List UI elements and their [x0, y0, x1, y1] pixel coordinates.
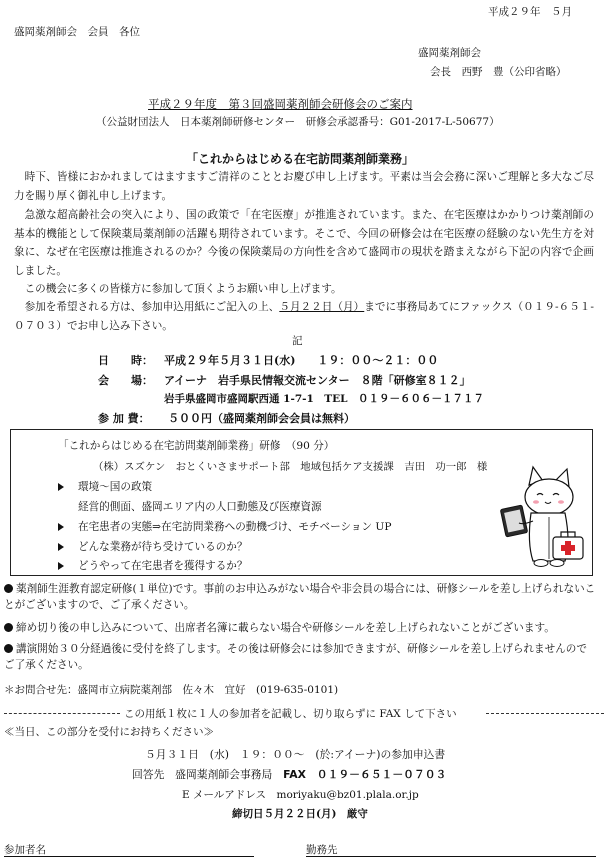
form-reply-line: [132, 767, 446, 782]
sender-org: 盛岡薬剤師会: [418, 47, 481, 59]
program-item-2: 経営的側面、盛岡エリア内の人口動態及び医療資源: [78, 501, 322, 513]
approval-number: （公益財団法人 日本薬剤師研修センター 研修会承認番号：G01-2017-L-50677）: [96, 116, 500, 128]
reply-label: 回答先 盛岡薬剤師会事務局: [132, 768, 273, 781]
program-title: 「これからはじめる在宅訪問薬剤師業務」研修 （90 分）: [58, 440, 335, 452]
sender-person: 会長 西野 豊（公印省略）: [430, 66, 567, 78]
venue-value: アイーナ 岩手県民情報交流センター ８階「研修室８１２」: [164, 374, 471, 387]
greeting-paragraph: 時下、皆様におかれましてはますますご清祥のこととお慶び申し上げます。平素は当会会務に深いご理解と多大なご尽力を賜り厚く御礼申し上げます。: [14, 171, 594, 202]
application-deadline: ５月２２日（月）: [279, 301, 365, 313]
participant-name-label: 参加者名: [4, 844, 46, 856]
date-value: 平成２９年５月３１日(水) １９：００～２１：００: [164, 354, 439, 367]
note-late-application: 締め切り後の申し込みについて、出席者名簿に載らない場合や研修シールを差し上げられないことがございます。: [4, 620, 596, 636]
invitation-paragraph: この機会に多くの皆様方に参加して頂くようお願い申し上げます。: [24, 283, 342, 295]
note-reception: 講演開始３０分経過後に受付を終了します。その後は研修会には参加できますが、研修シールを差し上げられませんのでご了承ください。: [4, 643, 587, 671]
venue-address: 岩手県盛岡市盛岡駅西通 1-7-1 TEL ０１９－６０６－１７１７: [164, 393, 484, 405]
dashed-line-left: [4, 713, 120, 714]
participant-name-field[interactable]: [4, 856, 254, 857]
form-email-line: [182, 787, 419, 802]
seminar-theme: 「これからはじめる在宅訪問薬剤師業務」: [186, 152, 415, 166]
email-address: moriyaku@bz01.plala.or.jp: [276, 789, 419, 801]
bullet-dot-icon: [4, 644, 13, 653]
program-item-5: どうやって在宅患者を獲得するか？: [58, 558, 248, 573]
program-item-4: どんな業務が待ち受けているのか？: [58, 539, 248, 554]
program-speaker: （株）スズケン おとくいさまサポート部 地域包括ケア支援課 吉田 功一郎 様: [93, 461, 488, 473]
triangle-bullet-icon: [58, 543, 64, 551]
addressee: 盛岡薬剤師会 会員 各位: [14, 26, 140, 38]
form-notice: ≪当日、この部分を受付にお持ちください≫: [4, 726, 214, 738]
cut-line-text: この用紙１枚に１人の参加者を記載し、切り取らずに FAX して下さい: [124, 708, 457, 720]
page-title: 平成２９年度 第３回盛岡薬剤師会研修会のご案内: [148, 97, 413, 111]
triangle-bullet-icon: [58, 562, 64, 570]
fee-label: 参 加 費：: [98, 412, 150, 425]
workplace-field[interactable]: [306, 856, 596, 857]
venue-label: 会 場：: [98, 374, 153, 387]
application-text-b: までに事務局あてにファックス（０１９-６５１-０７０３）でお申し込み下さい。: [14, 301, 595, 332]
cut-line: [4, 706, 606, 722]
purpose-paragraph: 急激な超高齢社会の突入により、国の政策で「在宅医療」が推進されています。また、在宅医療はかかりつけ薬剤師の基本的機能として保険薬局薬剤師の活躍も期待されています。そこで、今回の研修会は在宅医療の経験のない先生方を対象に、なぜ在宅医療は推進されるのか？今後の保険薬局の方向性を含めて盛岡市の現状を踏まえながら下記の内容で企画しました。: [14, 209, 594, 277]
workplace-label: 勤務先: [306, 844, 338, 856]
form-deadline: 締切日５月２２日(月) 厳守: [232, 808, 368, 820]
program-item-3: 在宅患者の実態⇒在宅訪問業務への動機づけ、モチベーション UP: [58, 519, 391, 534]
date-label: 日 時：: [98, 354, 153, 367]
fax-label: FAX: [283, 768, 306, 781]
application-text-a: 参加を希望される方は、参加申込用紙にご記入の上、: [24, 301, 280, 313]
email-label: E メールアドレス: [182, 789, 266, 801]
note-credit: 薬剤師生涯教育認定研修(１単位)です。事前のお申込みがない場合や非会員の場合には、研修シールを差し上げられないことがございますので、ご了承ください。: [4, 583, 596, 611]
triangle-bullet-icon: [58, 523, 64, 531]
fax-number: ０１９－６５１－０７０３: [316, 768, 447, 781]
contact-info: ＊お問合せ先：盛岡市立病院薬剤部 佐々木 宜好 (019-635-0101): [4, 684, 339, 696]
program-box: [10, 429, 593, 576]
program-item-1: 環境～国の政策: [58, 479, 152, 494]
fee-value: ５００円（盛岡薬剤師会会員は無料）: [168, 412, 355, 425]
ki-marker: 記: [292, 335, 303, 347]
application-paragraph: [14, 298, 594, 335]
bullet-dot-icon: [4, 623, 13, 632]
form-event-line: ５月３１日 (水) １９：００～ (於:アイーナ)の参加申込書: [145, 748, 446, 761]
dashed-line-right: [486, 713, 604, 714]
bullet-dot-icon: [4, 584, 13, 593]
document-date: 平成２９年 ５月: [488, 6, 572, 18]
triangle-bullet-icon: [58, 483, 64, 491]
cat-pharmacist-illustration: [499, 463, 589, 571]
